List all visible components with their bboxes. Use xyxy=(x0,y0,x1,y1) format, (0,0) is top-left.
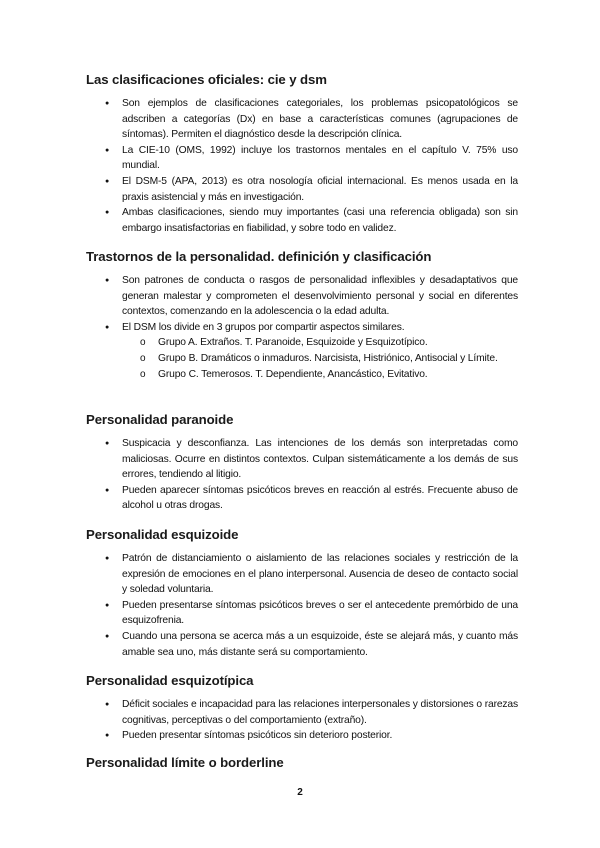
list-item: ● Son patrones de conducta o rasgos de personalidad inflexibles y desadaptativos que generan malestar y comprometen el desenvolvimiento personal y social en diferentes contextos, comenzando en la adolescencia o la edad adulta. xyxy=(122,273,518,320)
list-item: ● Suspicacia y desconfianza. Las intenciones de los demás son interpretadas como maliciosas. Ocurre en distintos contextos. Culpan sistemáticamente a los demás de sus errores, tendiendo al litigio. xyxy=(122,436,518,483)
section-heading: Personalidad esquizoide xyxy=(86,527,239,542)
bullet-list xyxy=(86,551,518,660)
section-paranoide xyxy=(86,412,518,514)
sub-list-item: o Grupo A. Extraños. T. Paranoide, Esquizoide y Esquizotípico. xyxy=(158,335,518,351)
bullet-list xyxy=(86,697,518,744)
page-number: 2 xyxy=(297,787,303,798)
section-esquizoide xyxy=(86,527,518,660)
list-item: ● Patrón de distanciamiento o aislamiento de las relaciones sociales y restricción de la expresión de emociones en el plano interpersonal. Ausencia de deseo de contacto social y soledad voluntaria. xyxy=(122,551,518,598)
sub-list-item: o Grupo B. Dramáticos o inmaduros. Narcisista, Histriónico, Antisocial y Límite. xyxy=(158,351,518,367)
section-heading: Trastornos de la personalidad. definición y clasificación xyxy=(86,249,432,264)
section-esquizotipica xyxy=(86,673,518,744)
list-item-text: El DSM los divide en 3 grupos por compartir aspectos similares. xyxy=(122,321,405,333)
section-clasificaciones xyxy=(86,72,518,236)
list-item: ● Pueden aparecer síntomas psicóticos breves en reacción al estrés. Frecuente abuso de alcohol u otras drogas. xyxy=(122,483,518,514)
list-item: ● El DSM-5 (APA, 2013) es otra nosología oficial internacional. Es menos usada en la praxis asistencial y más en investigación. xyxy=(122,174,518,205)
list-item: ● Déficit sociales e incapacidad para las relaciones interpersonales y distorsiones o rarezas cognitivas, perceptivas o del comportamiento (extraño). xyxy=(122,697,518,728)
bullet-list xyxy=(86,436,518,514)
list-item: ● Ambas clasificaciones, siendo muy importantes (casi una referencia obligada) son sin embargo insatisfactorias en fiabilidad, y sobre todo en validez. xyxy=(122,205,518,236)
list-item: ● La CIE-10 (OMS, 1992) incluye los trastornos mentales en el capítulo V. 75% uso mundial. xyxy=(122,143,518,174)
section-heading: Personalidad límite o borderline xyxy=(86,755,284,770)
list-item: ● Pueden presentarse síntomas psicóticos breves o ser el antecedente premórbido de una esquizofrenia. xyxy=(122,598,518,629)
section-heading: Personalidad paranoide xyxy=(86,412,234,427)
sub-list xyxy=(122,335,518,382)
bullet-list xyxy=(86,96,518,236)
list-item xyxy=(122,320,518,382)
sub-list-item: o Grupo C. Temerosos. T. Dependiente, Anancástico, Evitativo. xyxy=(158,367,518,383)
section-heading: Personalidad esquizotípica xyxy=(86,673,254,688)
bullet-list xyxy=(86,273,518,382)
section-limite xyxy=(86,755,518,771)
section-trastornos xyxy=(86,249,518,382)
list-item: ● Cuando una persona se acerca más a un esquizoide, éste se alejará más, y cuanto más amable sea uno, más distante será su comportamiento. xyxy=(122,629,518,660)
list-item: ● Pueden presentar síntomas psicóticos sin deterioro posterior. xyxy=(122,728,518,744)
list-item: ● Son ejemplos de clasificaciones categoriales, los problemas psicopatológicos se adscriben a categorías (Dx) en base a características comunes (agrupaciones de síntomas). Permiten el diagnóstico desde la descripción clínica. xyxy=(122,96,518,143)
section-heading: Las clasificaciones oficiales: cie y dsm xyxy=(86,72,327,87)
